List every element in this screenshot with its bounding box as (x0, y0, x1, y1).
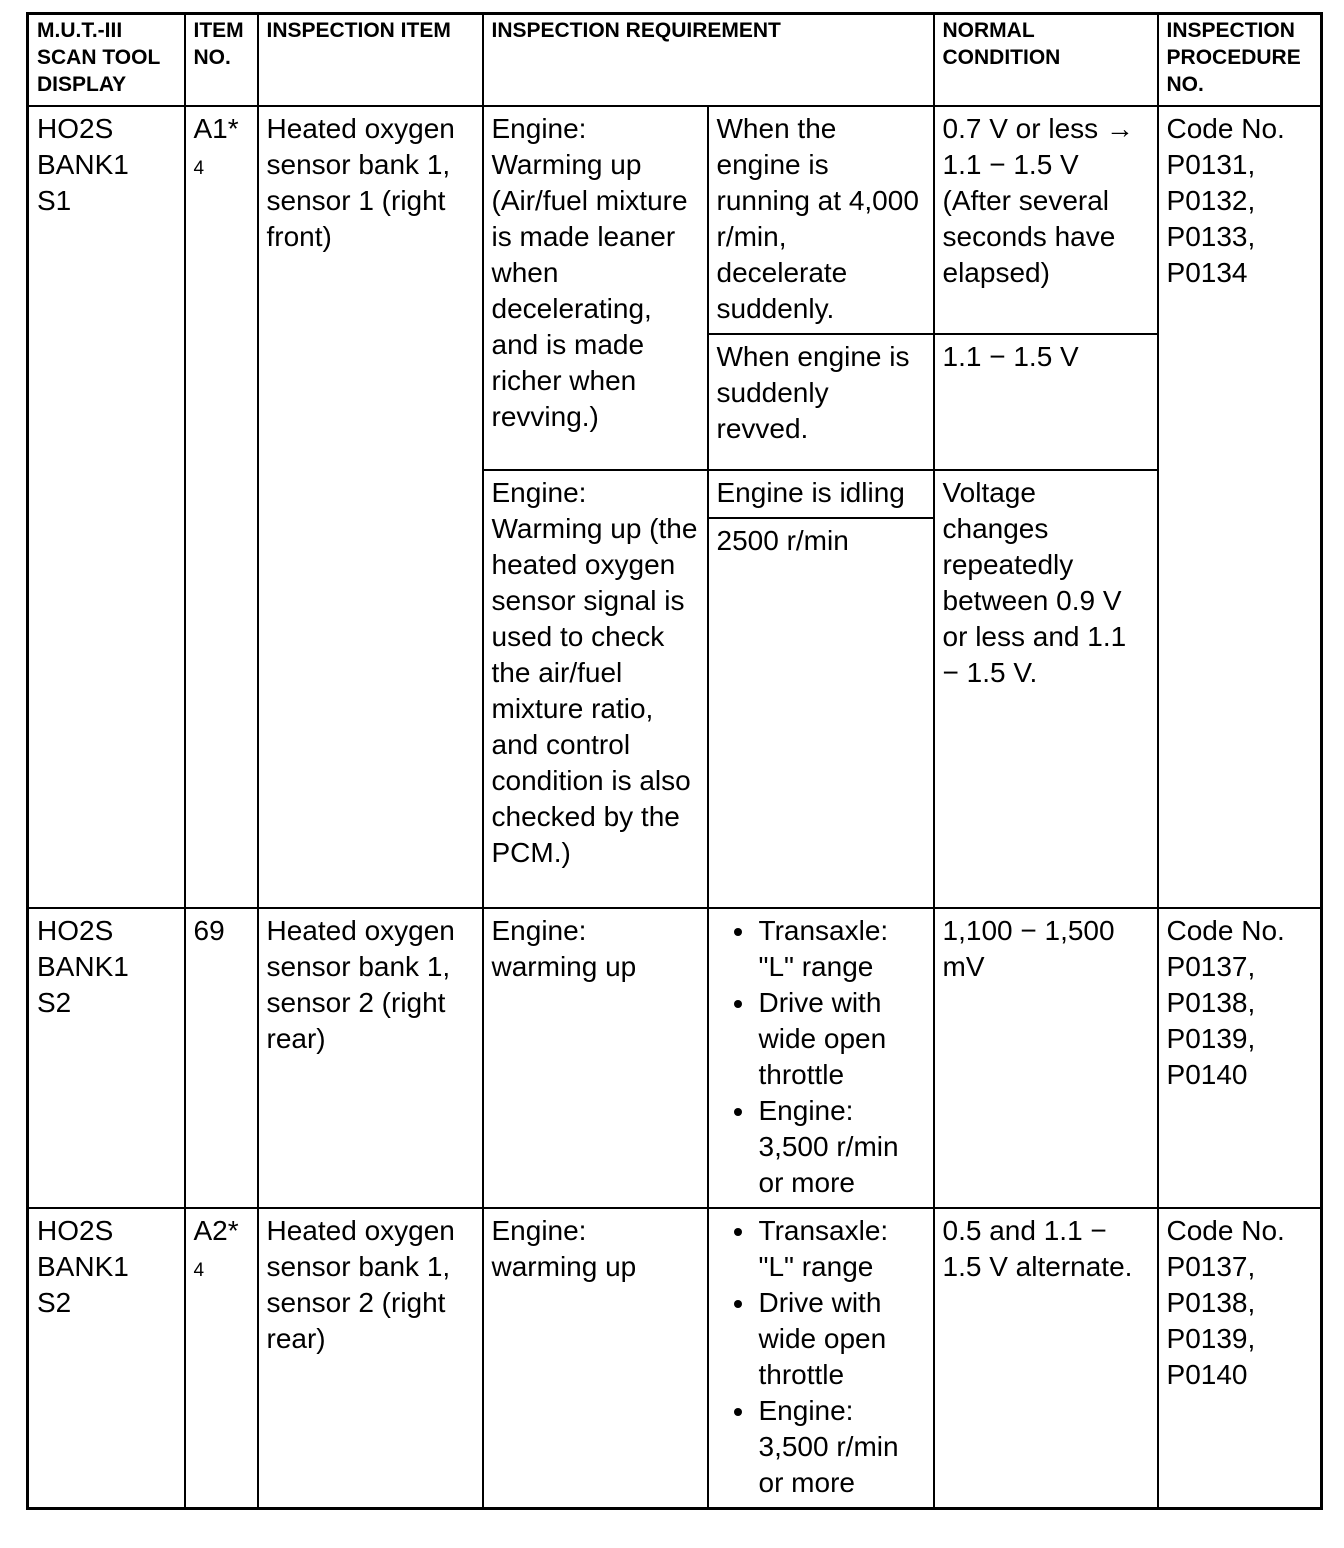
list-item: • Transaxle: "L" range (757, 1213, 925, 1285)
row2-requirement: Engine: warming up (483, 908, 708, 1208)
row2-normal: 1,100 − 1,500 mV (934, 908, 1158, 1208)
row3-item-no: A2* 4 (185, 1208, 258, 1509)
table-row (28, 1208, 1322, 1509)
row1-condition-b1: Engine is idling (708, 470, 934, 518)
header-scan-tool-display: M.U.T.-III SCAN TOOL DISPLAY (28, 14, 185, 107)
row3-inspection-item: Heated oxygen sensor bank 1, sensor 2 (right rear) (258, 1208, 483, 1509)
list-item: • Drive with wide open throttle (757, 1285, 925, 1393)
header-inspection-procedure: INSPECTION PROCEDURE NO. (1158, 14, 1322, 107)
row1-condition-a2: When engine is suddenly revved. (708, 334, 934, 470)
row2-conditions (708, 908, 934, 1208)
table-row (28, 908, 1322, 1208)
row2-item-no: 69 (185, 908, 258, 1208)
row3-requirement: Engine: warming up (483, 1208, 708, 1509)
condition-list (717, 913, 925, 1201)
row1-inspection-item: Heated oxygen sensor bank 1, sensor 1 (right front) (258, 106, 483, 908)
row2-procedure: Code No. P0137, P0138, P0139, P0140 (1158, 908, 1322, 1208)
row1-normal-a1: 0.7 V or less → 1.1 − 1.5 V (After several seconds have elapsed) (934, 106, 1158, 334)
row1-normal-a2: 1.1 − 1.5 V (934, 334, 1158, 470)
condition-list (717, 1213, 925, 1501)
row1-procedure: Code No. P0131, P0132, P0133, P0134 (1158, 106, 1322, 908)
row1-item-no: A1* 4 (185, 106, 258, 908)
row3-normal: 0.5 and 1.1 − 1.5 V alternate. (934, 1208, 1158, 1509)
row3-conditions (708, 1208, 934, 1509)
list-item: • Engine: 3,500 r/min or more (757, 1393, 925, 1501)
list-item: • Drive with wide open throttle (757, 985, 925, 1093)
list-item: • Engine: 3,500 r/min or more (757, 1093, 925, 1201)
row1-condition-a1: When the engine is running at 4,000 r/min, decelerate suddenly. (708, 106, 934, 334)
row1-requirement-b: Engine: Warming up (the heated oxygen sensor signal is used to check the air/fuel mixture ratio, and control condition is also checked by the PCM.) (483, 470, 708, 908)
header-row (28, 14, 1322, 107)
row2-inspection-item: Heated oxygen sensor bank 1, sensor 2 (right rear) (258, 908, 483, 1208)
table-row (28, 106, 1322, 334)
row1-normal-b: Voltage changes repeatedly between 0.9 V or less and 1.1 − 1.5 V. (934, 470, 1158, 908)
header-inspection-requirement: INSPECTION REQUIREMENT (483, 14, 934, 107)
list-item: • Transaxle: "L" range (757, 913, 925, 985)
header-item-no: ITEM NO. (185, 14, 258, 107)
row3-display: HO2S BANK1 S2 (28, 1208, 185, 1509)
header-normal-condition: NORMAL CONDITION (934, 14, 1158, 107)
row1-condition-b2: 2500 r/min (708, 518, 934, 908)
inspection-table (26, 12, 1323, 1510)
row2-display: HO2S BANK1 S2 (28, 908, 185, 1208)
row1-requirement-a: Engine: Warming up (Air/fuel mixture is made leaner when decelerating, and is made richer when revving.) (483, 106, 708, 470)
row3-procedure: Code No. P0137, P0138, P0139, P0140 (1158, 1208, 1322, 1509)
header-inspection-item: INSPECTION ITEM (258, 14, 483, 107)
row1-display: HO2S BANK1 S1 (28, 106, 185, 908)
